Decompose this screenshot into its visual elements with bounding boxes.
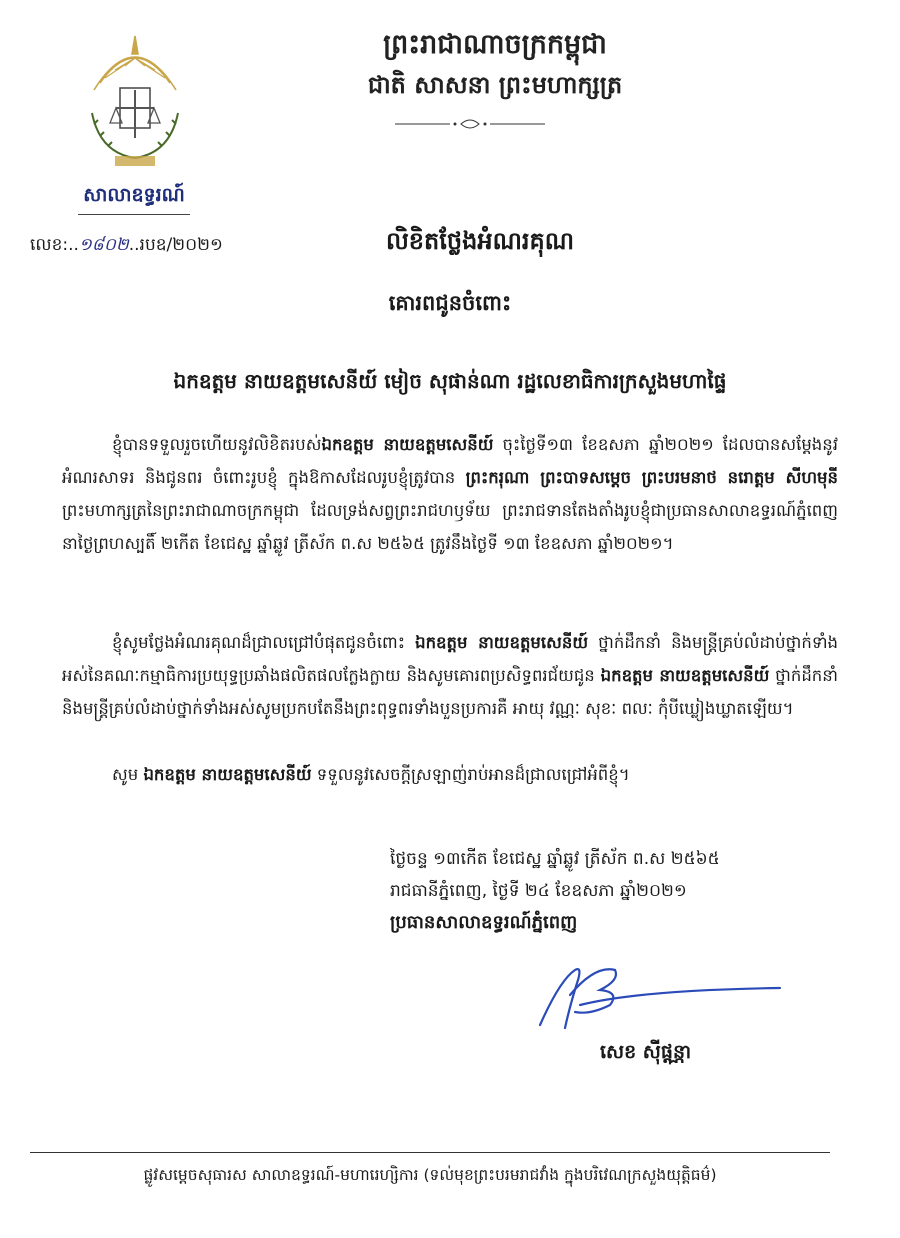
salutation-line: គោរពជូនចំពោះ xyxy=(388,290,512,315)
ref-suffix: ..របឧ/២០២១ xyxy=(128,235,223,255)
footer-address: ផ្លូវសម្ដេចសុធារស សាលាឧទ្ធរណ៍-មហារេហ្សិការ (ទល់មុខព្រះបរមរាជវាំង ក្នុងបរិវេណក្រសួងយុត្តិធម៌) xyxy=(143,1166,717,1184)
ref-number: ១៨០២ xyxy=(78,235,129,255)
body-paragraph-2: ខ្ញុំសូមថ្លែងអំណរគុណដ៏ជ្រាលជ្រៅបំផុតជូនចំពោះ ឯកឧត្ដម នាយឧត្ដមសេនីយ៍ ថ្នាក់ដឹកនាំ និងមន្ត្រីគ្រប់លំដាប់ថ្នាក់ទាំងអស់នៃគណៈកម្មាធិការប្រយុទ្ធប្រឆាំងផលិតផលក្លែងក្លាយ និងសូមគោរពប្រសិទ្ធពរជ័យជូន ឯកឧត្ដម នាយឧត្ដមសេនីយ៍ ថ្នាក់ដឹកនាំ និងមន្ត្រីគ្រប់លំដាប់ថ្នាក់ទាំងអស់សូមប្រកបតែនឹងព្រះពុទ្ធពរទាំងបួនប្រការគឺ អាយុ វណ្ណៈ សុខៈ ពលៈ កុំបីឃ្លៀងឃ្លាតឡើយ។ xyxy=(62,633,838,718)
national-motto: ជាតិ សាសនា ព្រះមហាក្សត្រ xyxy=(367,70,623,99)
date-lunar: ថ្ងៃចន្ទ ១៣កើត ខែជេស្ឋ ឆ្នាំឆ្លូវ ត្រីស័ក ព.ស ២៥៦៥ xyxy=(390,849,720,869)
signer-name: សេខ ស៊ីផុន្ណា xyxy=(600,1041,692,1063)
royal-crest-icon xyxy=(80,28,190,178)
footer-divider xyxy=(30,1152,830,1153)
date-solar: រាជធានីភ្នំពេញ, ថ្ងៃទី ២៤ ខែឧសភា ឆ្នាំ២០២១ xyxy=(390,881,687,901)
reference-number xyxy=(30,234,223,259)
ref-prefix: លេខ:.. xyxy=(30,235,79,255)
divider-ornament-icon xyxy=(395,116,545,132)
court-name: សាលាឧទ្ធរណ៍ xyxy=(83,184,185,206)
court-name-underline xyxy=(78,214,190,215)
signer-title: ប្រធានសាលាឧទ្ធរណ៍ភ្នំពេញ xyxy=(390,912,578,933)
document-title: លិខិតថ្លែងអំណរគុណ xyxy=(385,226,575,255)
recipient-line: ឯកឧត្ដម នាយឧត្ដមសេនីយ៍ មៀច សុផាន់ណា រដ្ឋលេខាធិការក្រសួងមហាផ្ទៃ xyxy=(173,369,727,393)
handwritten-signature xyxy=(520,950,790,1040)
body-paragraph-3: សូម ឯកឧត្ដម នាយឧត្ដមសេនីយ៍ ទទួលនូវសេចក្ដីស្រឡាញ់រាប់អានដ៏ជ្រាលជ្រៅអំពីខ្ញុំ។ xyxy=(112,765,630,784)
body-paragraph-1: ខ្ញុំបានទទួលរួចហើយនូវលិខិតរបស់ឯកឧត្ដម នាយឧត្ដមសេនីយ៍ ចុះថ្ងៃទី១៣ ខែឧសភា ឆ្នាំ២០២១ ដែលបានសម្ដែងនូវអំណរសាទរ និងជូនពរ ចំពោះរូបខ្ញុំ ក្នុងឱកាសដែលរូបខ្ញុំត្រូវបាន ព្រះករុណា ព្រះបាទសម្ដេច ព្រះបរមនាថ នរោត្ដម សីហមុនី ព្រះមហាក្សត្រនៃព្រះរាជាណាចក្រកម្ពុជា ដែលទ្រង់សព្វព្រះរាជហឫទ័យ ព្រះរាជទានតែងតាំងរូបខ្ញុំជាប្រធានសាលាឧទ្ធរណ៍ភ្នំពេញ នាថ្ងៃព្រហស្បតិ៍ ២កើត ខែជេស្ឋ ឆ្នាំឆ្លូវ ត្រីស័ក ព.ស ២៥៦៥ ត្រូវនឹងថ្ងៃទី ១៣ ខែឧសភា ឆ្នាំ២០២១។ xyxy=(62,435,838,553)
kingdom-heading: ព្រះរាជាណាចក្រកម្ពុជា xyxy=(383,29,607,60)
